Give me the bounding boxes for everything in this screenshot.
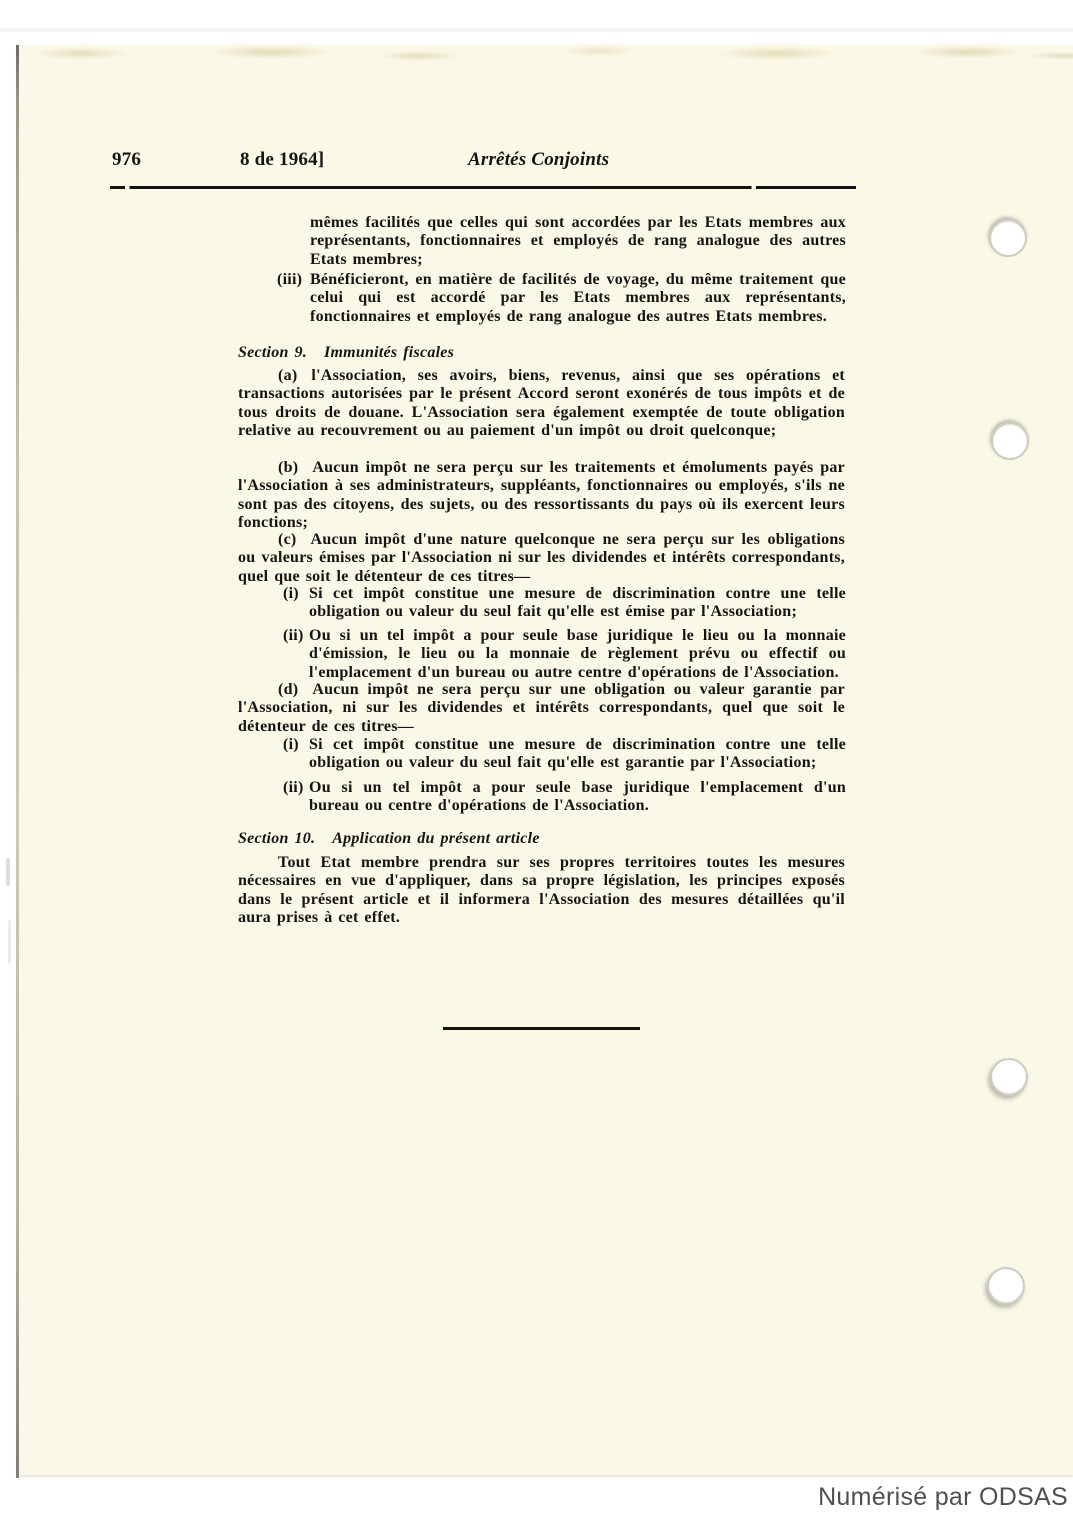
scan-scuff-mark <box>6 858 10 886</box>
list-marker: (ii) <box>283 779 304 796</box>
section-label: Section 9. <box>238 344 307 361</box>
end-of-text-rule <box>443 1027 640 1030</box>
paper-left-edge-shadow <box>16 45 19 1478</box>
punch-hole <box>989 219 1027 257</box>
list-item-text: Ou si un tel impôt a pour seule base juridique l'emplacement d'un bureau ou centre d'opérations de l'Association. <box>309 779 846 815</box>
subitem-d-ii <box>283 779 846 816</box>
running-title: Arrêtés Conjoints <box>468 149 610 170</box>
list-item-iii <box>277 271 846 326</box>
section-title: Immunités fiscales <box>324 344 455 361</box>
issue-reference: 8 de 1964] <box>240 149 325 170</box>
list-marker: (i) <box>283 736 299 753</box>
section-10-paragraph: Tout Etat membre prendra sur ses propres territoires toutes les mesures nécessaires en vue d'appliquer, dans sa propre législation, les principes exposés dans le présent article et il informera l'Association des mesures détaillées qu'il aura prises à cet effet. <box>238 854 845 926</box>
paragraph-a <box>238 367 845 440</box>
list-item-text: Bénéficieront, en matière de facilités de voyage, du même traitement que celui qui est accordé par les Etats membres aux représentants, fonctionnaires et employés de rang analogue des autres Etats membres. <box>310 271 846 325</box>
subitem-c-ii <box>283 627 846 682</box>
paragraph-text: Aucun impôt d'une nature quelconque ne sera perçu sur les obligations ou valeurs émises par l'Association ni sur les dividendes et intérêts correspondants, quel que soit le détenteur de ces titres— <box>238 531 845 585</box>
list-item-text: Si cet impôt constitue une mesure de discrimination contre une telle obligation ou valeur du seul fait qu'elle est garantie par l'Association; <box>309 736 846 772</box>
paragraph-text: Aucun impôt ne sera perçu sur les traitements et émoluments payés par l'Association à ses administrateurs, suppléants, fonctionnaires ou employés, s'ils ne sont pas des citoyens, des sujets, ou des ressortissants du pays où ils exercent leurs fonctions; <box>238 459 845 531</box>
paragraph-b <box>238 459 845 532</box>
paragraph-marker: (a) <box>278 367 298 384</box>
punch-hole <box>987 1267 1025 1305</box>
paragraph-c <box>238 531 845 586</box>
list-marker: (iii) <box>277 271 303 288</box>
paper-torn-top-edge <box>18 45 1073 69</box>
section-label: Section 10. <box>238 830 316 847</box>
paragraph-d <box>238 681 845 736</box>
page-number: 976 <box>112 149 142 170</box>
paragraph-text: Aucun impôt ne sera perçu sur une obligation ou valeur garantie par l'Association, ni sur les dividendes et intérêts correspondants, quel que soit le détenteur de ces titres— <box>238 681 845 735</box>
paragraph-marker: (d) <box>278 681 299 698</box>
list-item-text: Si cet impôt constitue une mesure de discrimination contre une telle obligation ou valeur du seul fait qu'elle est émise par l'Association; <box>309 585 846 621</box>
list-marker: (i) <box>283 585 299 602</box>
paragraph-text: l'Association, ses avoirs, biens, revenus, ainsi que ses opérations et transactions autorisées par le présent Accord seront exonérés de tous impôts et de tous droits de douane. L'Association sera également exemptée de toute obligation relative au recouvrement ou au paiement d'un impôt ou droit quelconque; <box>238 367 845 439</box>
subitem-c-i <box>283 585 846 622</box>
punch-hole <box>990 1058 1028 1096</box>
subitem-d-i <box>283 736 846 773</box>
paragraph-marker: (c) <box>278 531 297 548</box>
list-marker: (ii) <box>283 627 304 644</box>
section-title: Application du présent article <box>332 830 540 847</box>
section-9-heading <box>238 344 845 362</box>
digitisation-watermark: Numérisé par ODSAS <box>818 1483 1068 1511</box>
paragraph-carryover: mêmes facilités que celles qui sont accordées par les Etats membres aux représentants, fonctionnaires et employés de rang analogue des autres Etats membres; <box>310 214 846 268</box>
section-10-heading <box>238 830 845 848</box>
scan-artifact-strip <box>0 28 1073 32</box>
scan-scuff-mark <box>8 920 11 964</box>
list-item-text: Ou si un tel impôt a pour seule base juridique le lieu ou la monnaie d'émission, le lieu ou la monnaie de règlement prévu ou effectif ou l'emplacement d'un bureau ou autre centre d'opérations de l'Association. <box>309 627 846 681</box>
punch-hole <box>991 422 1029 460</box>
paragraph-marker: (b) <box>278 459 299 476</box>
header-rule <box>110 186 856 189</box>
